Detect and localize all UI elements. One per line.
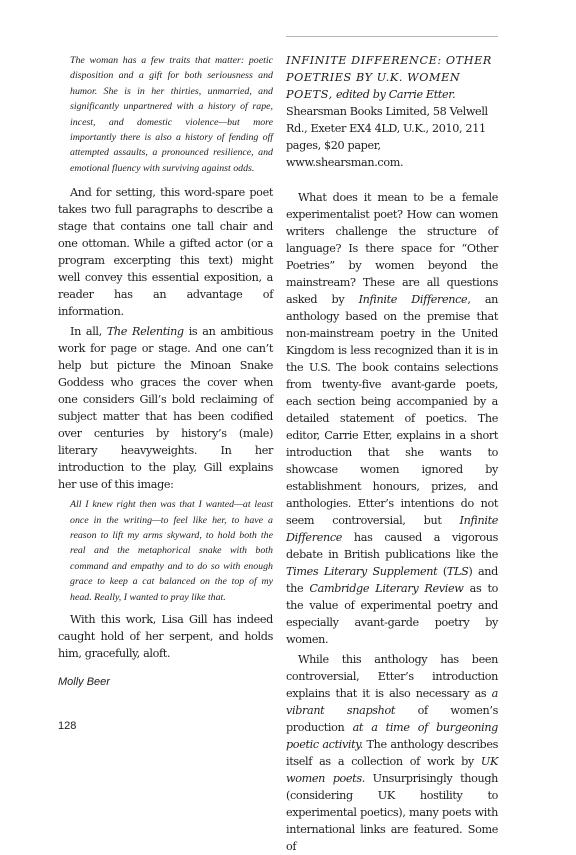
left-column [58, 52, 273, 688]
text-run: ( [437, 565, 447, 578]
book-title: INFINITE DIFFERENCE: OTHER POETRIES BY U.K. WOMEN POETS, [286, 54, 492, 101]
publication-details: Shearsman Books Limited, 58 Velwell Rd., Exeter EX4 4LD, U.K., 2010, 211 pages, $20 paper, www.shearsman.com. [286, 105, 488, 169]
text-run: as to the value of experimental poetry and especially avant-garde poetry by women. [286, 582, 499, 646]
text-run: What does it mean to be a female experimentalist poet? How can women writers challenge the structure of language? Is there space for “Other Poetries” by women beyond the mainstream? These are all questions asked by [286, 191, 498, 306]
author-signature: Molly Beer [58, 676, 110, 689]
publication-title: Times Literary Supplement [286, 565, 438, 578]
text-run: In all, [70, 325, 107, 339]
quoted-phrase: at a time of burgeoning poetic activity. [286, 721, 498, 751]
publication-abbrev: TLS [446, 565, 469, 578]
book-title-ref: Infinite Difference [286, 514, 498, 544]
body-paragraph [286, 651, 498, 855]
body-paragraph [286, 189, 498, 648]
block-quote: The woman has a few traits that matter: poetic disposition and a gift for both seriousness and humor. She is in her thirties, unmarried, and significantly unpartnered with a history of rape, incest, and domestic violence—but more importantly there is also a history of fending off attempted assaults, a pronounced resilience, and emotional fluency with surviving against odds. [70, 55, 273, 174]
body-paragraph: And for setting, this word-spare poet takes two full paragraphs to describe a stage that contains one tall chair and one ottoman. While a gifted actor (or a program excerpting this text) might well convey this essential exposition, a reader has an advantage of information. [58, 186, 273, 319]
body-paragraph [58, 323, 273, 493]
block-quote: All I knew right then was that I wanted—at least once in the writing—to feel like her, to have a reason to lift my arms skyward, to hold both the real and the metaphorical snake with both command and empathy and to do so with enough grace to keep a cat balanced on the top of my head. Really, I wanted to pray like that. [70, 499, 273, 603]
page-number: 128 [58, 720, 77, 732]
text-run: has caused a vigorous debate in British publications like the [286, 531, 498, 561]
play-title: The Relenting [106, 325, 184, 339]
text-run: . Unsurprisingly though (considering UK hostility to experimental poetics), many poets with international links are featured. Some of [286, 772, 498, 853]
book-editor: edited by Carrie Etter. [335, 88, 456, 101]
text-run: , an anthology based on the premise that non-mainstream poetry in the United Kingdom is less recognized than it is in the U.S. The book contains selections from twenty-five avant-garde poets, each section being accompanied by a detailed statement of poetics. The editor, Carrie Etter, explains in a short introduction that she wants to showcase women ignored by establishment honours, prizes, and anthologies. Etter’s intentions do not seem controversial, but [286, 293, 498, 527]
book-title-ref: Infinite Difference [358, 293, 468, 306]
review-header [286, 52, 498, 171]
publication-title: Cambridge Literary Review [309, 582, 464, 595]
text-run: is an ambitious work for page or stage. And one can’t help but picture the Minoan Snake Goddess who graces the cover when one considers Gill’s bold reclaiming of subject matter that has been codified over centuries by history’s (male) literary heavyweights. In her introduction to the play, Gill explains her use of this image: [58, 325, 274, 492]
quoted-phrase: a vibrant snapshot [286, 687, 498, 717]
text-run: The anthology describes itself as a collection of work by [286, 738, 498, 768]
text-run: of women’s production [286, 704, 498, 734]
text-run: While this anthology has been controversial, Etter’s introduction explains that it is also necessary as [286, 653, 498, 700]
text-run: ) and the [286, 565, 498, 595]
body-paragraph: With this work, Lisa Gill has indeed caught hold of her serpent, and holds him, gracefully, aloft. [58, 613, 273, 661]
quoted-phrase: UK women poets [286, 755, 498, 785]
top-rule [286, 36, 498, 37]
right-column [286, 52, 498, 855]
